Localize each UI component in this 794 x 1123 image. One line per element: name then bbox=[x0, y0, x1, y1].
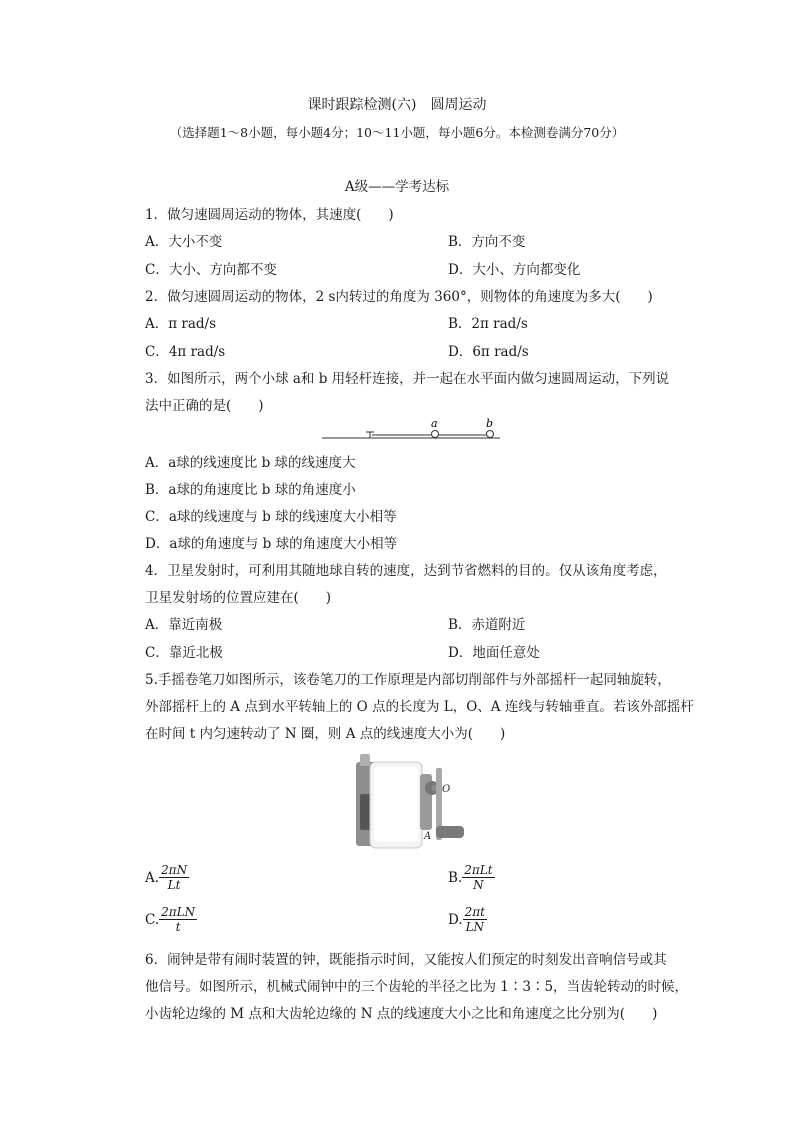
q5-option-a bbox=[145, 863, 189, 892]
q2-stem: 2．做匀速圆周运动的物体，2 s内转过的角度为 360°，则物体的角速度为多大( ) bbox=[145, 289, 653, 305]
q5-option-c-num: 2πLN bbox=[161, 905, 196, 919]
q4-option-b: B．赤道附近 bbox=[448, 617, 526, 633]
q5-option-c bbox=[145, 905, 197, 934]
q2-option-d: D．6π rad/s bbox=[448, 344, 529, 360]
q5-option-b-num: 2πLt bbox=[464, 863, 493, 877]
q3-option-b: B．a球的角速度比 b 球的角速度小 bbox=[145, 482, 356, 498]
q1-option-a: A．大小不变 bbox=[145, 234, 223, 250]
q6-stem-line3: 小齿轮边缘的 M 点和大齿轮边缘的 N 点的线速度大小之比和角速度之比分别为( ) bbox=[145, 1006, 658, 1022]
q5-option-a-fraction bbox=[159, 863, 189, 892]
q5-option-c-den: t bbox=[175, 920, 181, 934]
q5-option-d-den: LN bbox=[465, 920, 485, 934]
q3-label-b: b bbox=[486, 417, 494, 430]
q5-stem-line3: 在时间 t 内匀速转动了 N 圈，则 A 点的线速度大小为( ) bbox=[145, 726, 506, 742]
q2-option-c: C．4π rad/s bbox=[145, 344, 226, 360]
q5-option-a-den: Lt bbox=[167, 878, 181, 892]
q5-option-d bbox=[448, 905, 487, 934]
q4-option-d: D．地面任意处 bbox=[448, 645, 540, 661]
q5-stem-line2: 外部摇杆上的 A 点到水平转轴上的 O 点的长度为 L，O、A 连线与转轴垂直。若该外部摇杆 bbox=[145, 699, 694, 715]
q4-option-c: C．靠近北极 bbox=[145, 645, 223, 661]
q5-option-b bbox=[448, 863, 495, 892]
q3-stem-line2: 法中正确的是( ) bbox=[145, 398, 264, 414]
q6-stem-line1: 6．闹钟是带有闹时装置的钟，既能指示时间，又能按人们预定的时刻发出音响信号或其 bbox=[145, 952, 667, 968]
q1-option-b: B．方向不变 bbox=[448, 234, 526, 250]
q5-option-a-num: 2πN bbox=[161, 863, 188, 877]
q5-option-b-den: N bbox=[473, 878, 484, 892]
q5-option-b-prefix: B. bbox=[448, 869, 463, 886]
pencil-sharpener-figure bbox=[354, 754, 470, 854]
q1-option-c: C．大小、方向都不变 bbox=[145, 262, 277, 278]
q5-option-c-prefix: C. bbox=[145, 911, 160, 928]
q4-stem-line2: 卫星发射场的位置应建在( ) bbox=[145, 590, 332, 606]
q5-option-c-fraction bbox=[159, 905, 197, 934]
q5-label-o: O bbox=[442, 784, 451, 795]
q5-label-a: A bbox=[424, 831, 432, 842]
q5-option-a-prefix: A. bbox=[145, 869, 160, 886]
section-level-heading: A级——学考达标 bbox=[344, 179, 450, 195]
q2-option-a: A．π rad/s bbox=[145, 316, 217, 332]
page-title: 课时跟踪检测(六) 圆周运动 bbox=[307, 97, 487, 113]
q3-option-a: A．a球的线速度比 b 球的线速度大 bbox=[145, 455, 356, 471]
q3-rod-diagram bbox=[318, 416, 504, 444]
page-subtitle: （选择题1～8小题，每小题4分；10～11小题，每小题6分。本检测卷满分70分） bbox=[169, 125, 625, 140]
q5-stem-line1: 5.手摇卷笔刀如图所示，该卷笔刀的工作原理是内部切削部件与外部摇杆一起同轴旋转， bbox=[145, 672, 671, 688]
q3-option-c: C．a球的线速度与 b 球的线速度大小相等 bbox=[145, 509, 397, 525]
q1-stem: 1．做匀速圆周运动的物体，其速度( ) bbox=[145, 207, 394, 223]
q2-option-b: B．2π rad/s bbox=[448, 316, 528, 332]
q5-option-d-num: 2πt bbox=[464, 905, 485, 919]
q3-label-a: a bbox=[431, 417, 438, 430]
q3-option-d: D．a球的角速度与 b 球的角速度大小相等 bbox=[145, 536, 398, 552]
q3-stem-line1: 3．如图所示，两个小球 a和 b 用轻杆连接，并一起在水平面内做匀速圆周运动，下列说 bbox=[145, 371, 670, 387]
q5-option-d-fraction bbox=[463, 905, 487, 934]
q5-option-d-prefix: D. bbox=[448, 911, 463, 928]
q4-option-a: A．靠近南极 bbox=[145, 617, 223, 633]
q5-option-b-fraction bbox=[462, 863, 494, 892]
q6-stem-line2: 他信号。如图所示，机械式闹钟中的三个齿轮的半径之比为 1∶3∶5，当齿轮转动的时候， bbox=[145, 979, 689, 995]
q1-option-d: D．大小、方向都变化 bbox=[448, 262, 581, 278]
q4-stem-line1: 4．卫星发射时，可利用其随地球自转的速度，达到节省燃料的目的。仅从该角度考虑， bbox=[145, 563, 667, 579]
